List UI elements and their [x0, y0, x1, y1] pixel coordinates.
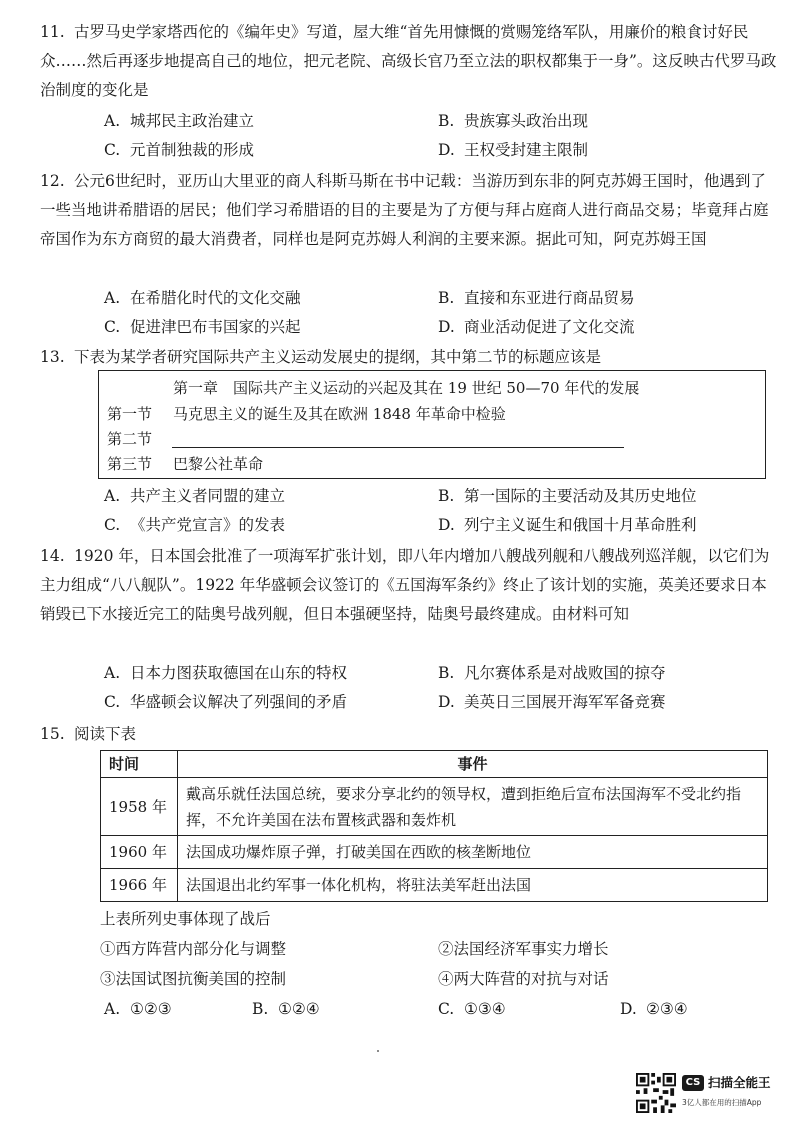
option-text: 在希腊化时代的文化交融: [130, 289, 301, 307]
qr-code-icon: [636, 1073, 676, 1113]
question-number: 15.: [40, 725, 65, 743]
outline-section-1: [107, 401, 506, 427]
option-text: 贵族寡头政治出现: [464, 112, 589, 130]
table-cell-year: 1966 年: [101, 869, 178, 902]
option-d[interactable]: [438, 690, 666, 714]
option-d[interactable]: [438, 138, 588, 162]
option-b[interactable]: [438, 286, 635, 310]
option-d[interactable]: [438, 513, 697, 537]
option-text: 共产主义者同盟的建立: [130, 487, 286, 505]
question-11: [40, 18, 780, 105]
scanner-app-name: 扫描全能王: [708, 1075, 771, 1090]
option-b[interactable]: [438, 109, 588, 133]
option-a[interactable]: [104, 484, 285, 508]
option-c[interactable]: [104, 690, 347, 714]
option-d[interactable]: [620, 997, 688, 1021]
table-cell-event: 法国退出北约军事一体化机构，将驻法美军赶出法国: [178, 869, 768, 902]
question-number: 12.: [40, 172, 65, 190]
option-a[interactable]: [104, 997, 172, 1021]
table-header-time: 时间: [101, 751, 178, 778]
question-stem: 公元6世纪时，亚历山大里亚的商人科斯马斯在书中记载：当游历到东非的阿克苏姆王国时，他遇到了一些当地讲希腊语的居民；他们学习希腊语的目的主要是为了方便与拜占庭商人进行商品交易；毕竟拜占庭帝国作为东方商贸的最大消费者，同样也是阿克苏姆人利润的主要来源。据此可知，阿克苏姆王国: [40, 172, 769, 248]
question-stem: 1920 年，日本国会批准了一项海军扩张计划，即八年内增加八艘战列舰和八艘战列巡洋舰，以它们为主力组成“八八舰队”。1922 年华盛顿会议签订的《五国海军条约》终止了该计划的实施，英美还要求日本销毁已下水接近完工的陆奥号战列舰，但日本强硬坚持，陆奥号最终建成。由材料可知: [40, 547, 770, 623]
option-text: ②③④: [646, 1000, 688, 1018]
table-row: [101, 836, 768, 869]
option-b[interactable]: [252, 997, 320, 1021]
option-a[interactable]: [104, 286, 301, 310]
table-header-event: 事件: [178, 751, 768, 778]
option-a[interactable]: [104, 661, 347, 685]
statement-1: ①西方阵营内部分化与调整: [100, 940, 287, 958]
question-number: 11.: [40, 23, 65, 41]
scanner-watermark: [636, 1073, 786, 1117]
section-title: 马克思主义的诞生及其在欧洲 1848 年革命中检验: [173, 405, 506, 423]
question-lead: 上表所列史事体现了战后: [100, 910, 271, 928]
option-text: ①②④: [278, 1000, 320, 1018]
question-15: [40, 720, 780, 749]
outline-chapter: 第一章 国际共产主义运动的兴起及其在 19 世纪 50—70 年代的发展: [173, 379, 640, 397]
option-text: 促进津巴布韦国家的兴起: [130, 318, 301, 336]
option-letter: D.: [620, 1000, 637, 1018]
section-title: 巴黎公社革命: [173, 455, 264, 473]
option-text: 华盛顿会议解决了列强间的矛盾: [130, 693, 348, 711]
table-row: [101, 869, 768, 902]
statement-2: ②法国经济军事实力增长: [438, 940, 609, 958]
option-text: 凡尔赛体系是对战败国的掠夺: [464, 664, 666, 682]
scan-speck: [377, 1050, 379, 1052]
option-text: 王权受封建主限制: [464, 141, 589, 159]
option-text: 日本力图获取德国在山东的特权: [130, 664, 348, 682]
table-cell-year: 1960 年: [101, 836, 178, 869]
option-letter: A.: [104, 112, 121, 130]
statement-4: ④两大阵营的对抗与对话: [438, 970, 609, 988]
option-text: 商业活动促进了文化交流: [464, 318, 635, 336]
statement-3: ③法国试图抗衡美国的控制: [100, 970, 287, 988]
table-cell-event: 法国成功爆炸原子弹，打破美国在西欧的核垄断地位: [178, 836, 768, 869]
option-text: 美英日三国展开海军军备竞赛: [464, 693, 666, 711]
table-row: [101, 778, 768, 836]
option-letter: C.: [104, 693, 121, 711]
option-letter: C.: [104, 516, 121, 534]
outline-table: [98, 370, 766, 479]
question-stem: 下表为某学者研究国际共产主义运动发展史的提纲，其中第二节的标题应该是: [74, 348, 602, 366]
option-b[interactable]: [438, 484, 697, 508]
option-letter: A.: [104, 487, 121, 505]
option-letter: C.: [104, 141, 121, 159]
option-letter: D.: [438, 318, 455, 336]
section-label: 第一节: [107, 405, 153, 423]
option-c[interactable]: [104, 315, 301, 339]
option-d[interactable]: [438, 315, 635, 339]
option-letter: C.: [438, 1000, 455, 1018]
outline-section-2: [107, 426, 173, 452]
option-b[interactable]: [438, 661, 666, 685]
option-letter: B.: [438, 487, 455, 505]
outline-section-3: [107, 451, 263, 477]
option-letter: D.: [438, 141, 455, 159]
option-c[interactable]: [438, 997, 506, 1021]
question-13: [40, 343, 780, 372]
option-c[interactable]: [104, 513, 285, 537]
table-cell-event: 戴高乐就任法国总统，要求分享北约的领导权，遭到拒绝后宣布法国海军不受北约指挥，不允许美国在法布置核武器和轰炸机: [178, 778, 768, 836]
option-letter: B.: [438, 112, 455, 130]
option-text: ①②③: [130, 1000, 172, 1018]
option-letter: B.: [438, 289, 455, 307]
question-14: [40, 542, 780, 629]
option-text: 元首制独裁的形成: [130, 141, 255, 159]
option-text: 第一国际的主要活动及其历史地位: [464, 487, 697, 505]
question-number: 13.: [40, 348, 65, 366]
question-stem: 阅读下表: [74, 725, 137, 743]
option-letter: D.: [438, 693, 455, 711]
section-label: 第三节: [107, 455, 153, 473]
section-label: 第二节: [107, 430, 153, 448]
table-cell-year: 1958 年: [101, 778, 178, 836]
scanner-tagline: 3亿人都在用的扫描App: [682, 1098, 762, 1107]
option-text: 直接和东亚进行商品贸易: [464, 289, 635, 307]
answer-blank-line: [172, 447, 624, 448]
events-table: [100, 750, 768, 902]
option-letter: A.: [104, 289, 121, 307]
question-stem: 古罗马史学家塔西佗的《编年史》写道，屋大维“首先用慷慨的赏赐笼络军队，用廉价的粮食讨好民众……然后再逐步地提高自己的地位，把元老院、高级长官乃至立法的职权都集于一身”。这反映古代罗马政治制度的变化是: [40, 23, 777, 99]
option-text: ①③④: [464, 1000, 506, 1018]
option-letter: B.: [438, 664, 455, 682]
option-c[interactable]: [104, 138, 254, 162]
option-letter: A.: [104, 664, 121, 682]
table-header-row: [101, 751, 768, 778]
option-text: 城邦民主政治建立: [130, 112, 255, 130]
option-letter: C.: [104, 318, 121, 336]
question-12: [40, 167, 780, 254]
option-text: 《共产党宣言》的发表: [130, 516, 286, 534]
option-letter: A.: [104, 1000, 121, 1018]
option-text: 列宁主义诞生和俄国十月革命胜利: [464, 516, 697, 534]
option-letter: D.: [438, 516, 455, 534]
option-letter: B.: [252, 1000, 269, 1018]
question-number: 14.: [40, 547, 65, 565]
option-a[interactable]: [104, 109, 254, 133]
camscanner-logo-icon: CS: [682, 1075, 704, 1091]
